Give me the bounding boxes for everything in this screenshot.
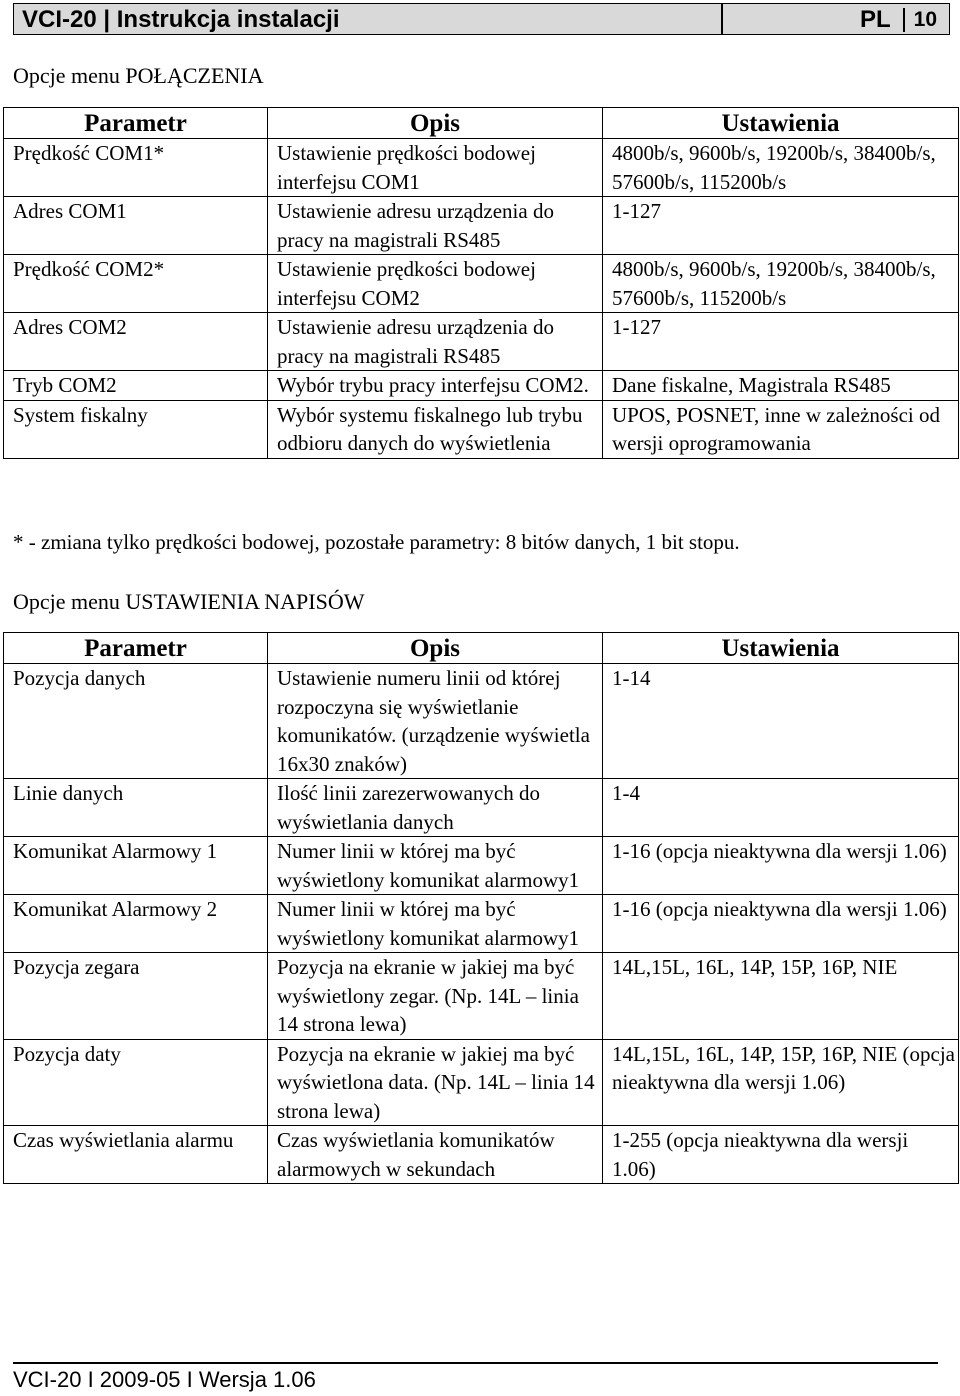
page-header — [13, 3, 950, 35]
section-title-napisy: Opcje menu USTAWIENIA NAPISÓW — [13, 589, 365, 614]
settings-cell: 14L,15L, 16L, 14P, 15P, 16P, NIE (opcja nieaktywna dla wersji 1.06) — [603, 1039, 959, 1126]
desc-cell: Ustawienie prędkości bodowej interfejsu COM2 — [268, 255, 603, 313]
param-cell: Pozycja danych — [4, 664, 268, 779]
desc-cell: Wybór trybu pracy interfejsu COM2. — [268, 371, 603, 401]
desc-cell: Ustawienie adresu urządzenia do pracy na magistrali RS485 — [268, 313, 603, 371]
polaczenia-table — [3, 107, 959, 459]
table-row — [4, 664, 959, 779]
footer-rule — [13, 1362, 938, 1364]
param-cell: Pozycja zegara — [4, 953, 268, 1040]
table-header-row — [4, 108, 959, 139]
desc-cell: Ilość linii zarezerwowanych do wyświetlania danych — [268, 779, 603, 837]
param-cell: Linie danych — [4, 779, 268, 837]
column-header-parametr: Parametr — [4, 108, 268, 139]
desc-cell: Czas wyświetlania komunikatów alarmowych w sekundach — [268, 1126, 603, 1184]
settings-cell: 1-16 (opcja nieaktywna dla wersji 1.06) — [603, 837, 959, 895]
desc-cell: Ustawienie adresu urządzenia do pracy na magistrali RS485 — [268, 197, 603, 255]
settings-cell: 4800b/s, 9600b/s, 19200b/s, 38400b/s, 57600b/s, 115200b/s — [603, 255, 959, 313]
column-header-ustawienia: Ustawienia — [603, 633, 959, 664]
page-footer: VCI-20 I 2009-05 I Wersja 1.06 — [13, 1367, 316, 1392]
desc-cell: Wybór systemu fiskalnego lub trybu odbioru danych do wyświetlenia — [268, 400, 603, 458]
table-row — [4, 953, 959, 1040]
lang-page-separator — [903, 8, 905, 32]
desc-cell: Ustawienie prędkości bodowej interfejsu COM1 — [268, 139, 603, 197]
table-row — [4, 313, 959, 371]
table-row — [4, 837, 959, 895]
table-row — [4, 139, 959, 197]
param-cell: Adres COM1 — [4, 197, 268, 255]
param-cell: Komunikat Alarmowy 1 — [4, 837, 268, 895]
column-header-opis: Opis — [268, 108, 603, 139]
napisy-table — [3, 632, 959, 1184]
settings-cell: UPOS, POSNET, inne w zależności od wersji oprogramowania — [603, 400, 959, 458]
table-row — [4, 255, 959, 313]
language-code: PL — [859, 6, 891, 33]
column-header-opis: Opis — [268, 633, 603, 664]
settings-cell: Dane fiskalne, Magistrala RS485 — [603, 371, 959, 401]
page-number: 10 — [913, 8, 937, 31]
table-row — [4, 197, 959, 255]
table-row — [4, 400, 959, 458]
table-row — [4, 779, 959, 837]
param-cell: Komunikat Alarmowy 2 — [4, 895, 268, 953]
header-right — [860, 6, 937, 34]
desc-cell: Numer linii w której ma być wyświetlony komunikat alarmowy1 — [268, 895, 603, 953]
section-title-polaczenia: Opcje menu POŁĄCZENIA — [13, 63, 264, 88]
desc-cell: Numer linii w której ma być wyświetlony komunikat alarmowy1 — [268, 837, 603, 895]
document-title: VCI-20 | Instrukcja instalacji — [22, 6, 340, 33]
table-row — [4, 1039, 959, 1126]
table-row — [4, 371, 959, 401]
param-cell: Prędkość COM2* — [4, 255, 268, 313]
param-cell: Tryb COM2 — [4, 371, 268, 401]
param-cell: Adres COM2 — [4, 313, 268, 371]
settings-cell: 1-14 — [603, 664, 959, 779]
param-cell: System fiskalny — [4, 400, 268, 458]
settings-cell: 14L,15L, 16L, 14P, 15P, 16P, NIE — [603, 953, 959, 1040]
settings-cell: 4800b/s, 9600b/s, 19200b/s, 38400b/s, 57600b/s, 115200b/s — [603, 139, 959, 197]
settings-cell: 1-255 (opcja nieaktywna dla wersji 1.06) — [603, 1126, 959, 1184]
settings-cell: 1-4 — [603, 779, 959, 837]
table-row — [4, 1126, 959, 1184]
settings-cell: 1-16 (opcja nieaktywna dla wersji 1.06) — [603, 895, 959, 953]
param-cell: Pozycja daty — [4, 1039, 268, 1126]
desc-cell: Pozycja na ekranie w jakiej ma być wyświetlony zegar. (Np. 14L – linia 14 strona lewa) — [268, 953, 603, 1040]
table-header-row — [4, 633, 959, 664]
column-header-parametr: Parametr — [4, 633, 268, 664]
table-row — [4, 895, 959, 953]
settings-cell: 1-127 — [603, 197, 959, 255]
desc-cell: Pozycja na ekranie w jakiej ma być wyświetlona data. (Np. 14L – linia 14 strona lewa) — [268, 1039, 603, 1126]
param-cell: Prędkość COM1* — [4, 139, 268, 197]
param-cell: Czas wyświetlania alarmu — [4, 1126, 268, 1184]
footnote: * - zmiana tylko prędkości bodowej, pozostałe parametry: 8 bitów danych, 1 bit stopu. — [13, 530, 740, 554]
desc-cell: Ustawienie numeru linii od której rozpoczyna się wyświetlanie komunikatów. (urządzenie wyświetla 16x30 znaków) — [268, 664, 603, 779]
column-header-ustawienia: Ustawienia — [603, 108, 959, 139]
settings-cell: 1-127 — [603, 313, 959, 371]
header-divider — [721, 4, 723, 34]
